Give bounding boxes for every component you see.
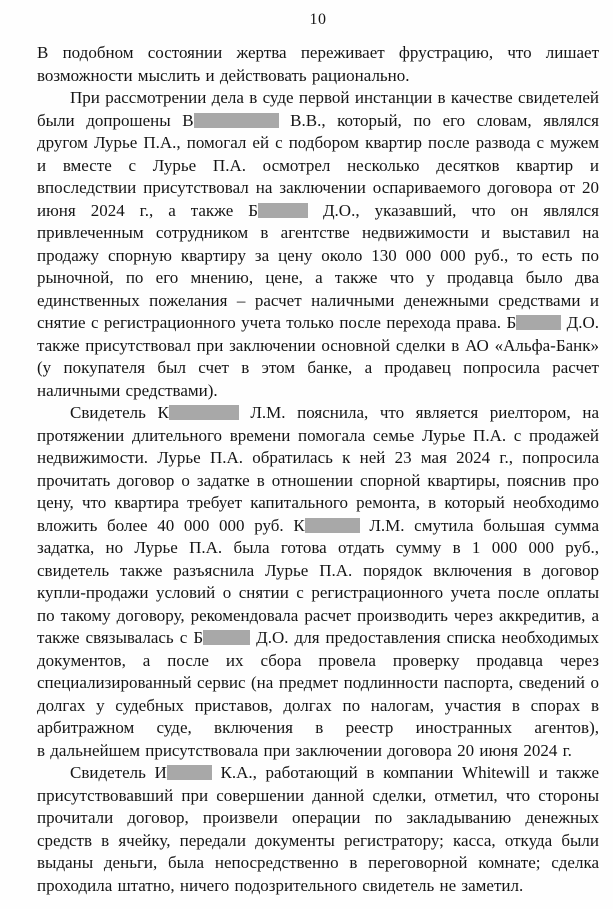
paragraph-text: Свидетель К: [70, 403, 169, 422]
paragraph-text: В.В., который, по его словам, являлся другом Лурье П.А., помогал ей с подбором квартир после развода с мужем и вместе с Лурье П.А. осмотрел несколько десятков квартир и впоследствии присутствовал на заключении оспариваемого договора от 20 июня 2024 г., а также Б: [37, 110, 599, 220]
redacted-name-box: [516, 315, 561, 330]
redacted-name-box: [169, 405, 239, 420]
paragraph-text: Свидетель И: [70, 763, 167, 782]
paragraph-text: Л.М. смутила большая сумма задатка, но Лурье П.А. была готова отдать сумму в 1 000 000 руб., свидетель также разъяснила Лурье П.А. порядок включения в договор купли-продажи условий о снятии с регистрационного учета после оплаты по такому договору, рекомендовала расчет производить через аккредитив, а также связывалась с Б: [37, 515, 599, 647]
redacted-name-box: [203, 630, 250, 645]
paragraph-text: Д.О., указавший, что он являлся привлеченным сотрудником в агентстве недвижимости и выставил на продажу спорную квартиру за цену около 130 000 000 руб., то есть по рыночной, по его мнению, цене, а также что у продавца было два единственных пожелания – расчет наличными денежными средствами и снятие с регистрационного учета только после перехода права. Б: [37, 200, 599, 332]
paragraph-text: В подобном состоянии жертва переживает фрустрацию, что лишает возможности мыслить и действовать рационально.: [37, 43, 599, 85]
redacted-name-box: [258, 203, 308, 218]
paragraph-text: При рассмотрении дела в суде первой инстанции в качестве свидетелей были допрошены В: [37, 88, 599, 130]
paragraph: [37, 42, 599, 87]
redacted-name-box: [167, 765, 212, 780]
paragraph-text: К.А., работающий в компании Whitewill и также присутствовавший при совершении данной сделки, отметил, что стороны прочитали договор, произвели операции по закладыванию денежных средств в ячейку, передали документы регистратору; касса, откуда были выданы деньги, была непосредственно в переговорной комнате; сделка проходила штатно, ничего подозрительного свидетель не заметил.: [37, 763, 599, 895]
paragraph-text: Л.М. пояснила, что является риелтором, на протяжении длительного времени помогала семье Лурье П.А. с продажей недвижимости. Лурье П.А. обратилась к ней 23 мая 2024 г., попросила прочитать договор о задатке в отношении спорной квартиры, пояснив про цену, что квартира требует капитального ремонта, в который необходимо вложить более 40 000 000 руб. К: [37, 403, 599, 535]
redacted-name-box: [305, 518, 360, 533]
paragraph: [37, 87, 599, 402]
redacted-name-box: [194, 113, 279, 128]
paragraph-text: Д.О. также присутствовал при заключении основной сделки в АО «Альфа-Банк» (у покупателя был счет в этом банке, а продавец попросила расчет наличными средствами).: [37, 313, 600, 400]
paragraph: [37, 402, 599, 762]
paragraph: [37, 762, 599, 897]
paragraph-text: Д.О. для предоставления списка необходимых документов, а после их сбора провела проверку продавца через специализированный сервис (на предмет подлинности паспорта, сведений о долгах у судебных приставов, долгах по налогам, участия в спорах в арбитражном суде, включения в реестр иностранных агентов), в дальнейшем присутствовала при заключении договора 20 июня 2024 г.: [37, 628, 599, 760]
page-number: 10: [309, 11, 327, 28]
